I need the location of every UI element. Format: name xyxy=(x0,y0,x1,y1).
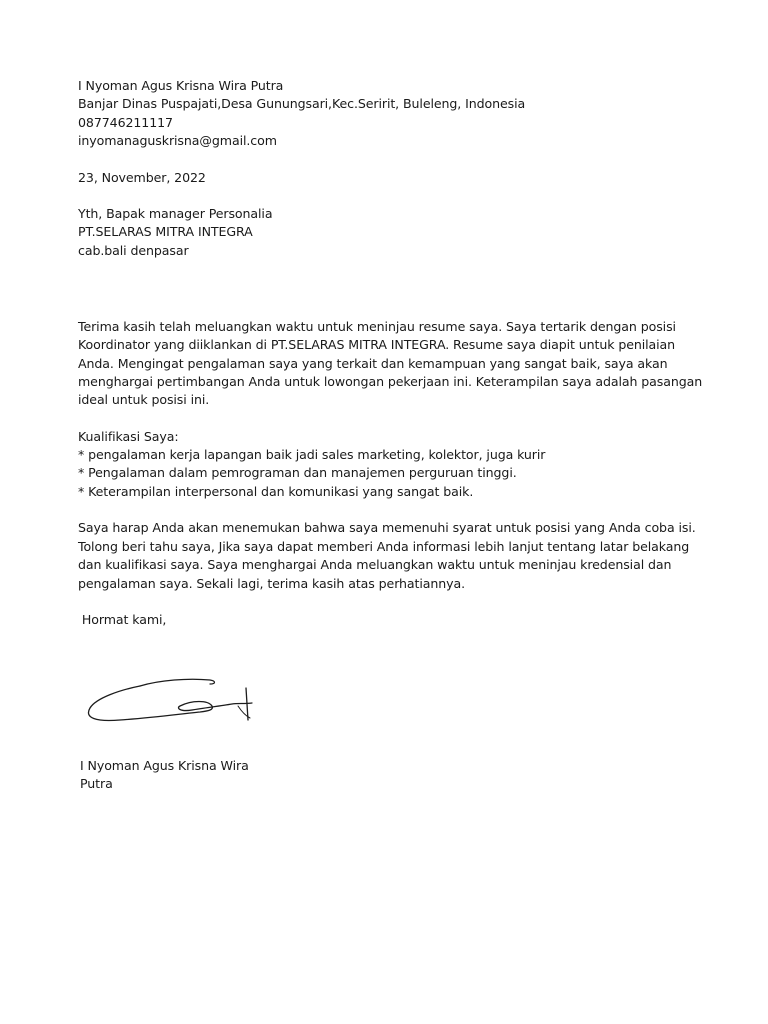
paragraph2-line: Saya harap Anda akan menemukan bahwa saya memenuhi syarat untuk posisi yang Anda coba isi. xyxy=(78,520,696,535)
letter-date: 23, November, 2022 xyxy=(78,170,206,185)
paragraph2-line: dan kualifikasi saya. Saya menghargai Anda meluangkan waktu untuk meninjau kredensial dan xyxy=(78,557,672,572)
qualifications-heading: Kualifikasi Saya: xyxy=(78,429,179,444)
closing: Hormat kami, xyxy=(78,612,167,627)
signature-name-line: Putra xyxy=(80,776,113,791)
sender-name: I Nyoman Agus Krisna Wira Putra xyxy=(78,78,284,93)
signature-image xyxy=(80,650,258,750)
paragraph1-line: Terima kasih telah meluangkan waktu untuk meninjau resume saya. Saya tertarik dengan posisi xyxy=(78,319,676,334)
signature-name-line: I Nyoman Agus Krisna Wira xyxy=(80,758,249,773)
paragraph1-line: ideal untuk posisi ini. xyxy=(78,392,210,407)
paragraph1-line: Anda. Mengingat pengalaman saya yang terkait dan kemampuan yang sangat baik, saya akan xyxy=(78,356,668,371)
paragraph1-line: menghargai pertimbangan Anda untuk lowongan pekerjaan ini. Keterampilan saya adalah pasangan xyxy=(78,374,703,389)
recipient-company: PT.SELARAS MITRA INTEGRA xyxy=(78,224,253,239)
qualification-item: * Keterampilan interpersonal dan komunikasi yang sangat baik. xyxy=(78,484,474,499)
sender-email: inyomanaguskrisna@gmail.com xyxy=(78,133,277,148)
qualification-item: * pengalaman kerja lapangan baik jadi sales marketing, kolektor, juga kurir xyxy=(78,447,546,462)
paragraph1-line: Koordinator yang diiklankan di PT.SELARAS MITRA INTEGRA. Resume saya diapit untuk penilaian xyxy=(78,337,676,352)
recipient-salutation: Yth, Bapak manager Personalia xyxy=(78,206,273,221)
qualification-item: * Pengalaman dalam pemrograman dan manajemen perguruan tinggi. xyxy=(78,465,517,480)
sender-address: Banjar Dinas Puspajati,Desa Gunungsari,Kec.Seririt, Buleleng, Indonesia xyxy=(78,96,526,111)
recipient-branch: cab.bali denpasar xyxy=(78,243,189,258)
paragraph2-line: pengalaman saya. Sekali lagi, terima kasih atas perhatiannya. xyxy=(78,576,466,591)
sender-phone: 087746211117 xyxy=(78,115,173,130)
paragraph2-line: Tolong beri tahu saya, Jika saya dapat memberi Anda informasi lebih lanjut tentang latar belakang xyxy=(78,539,690,554)
